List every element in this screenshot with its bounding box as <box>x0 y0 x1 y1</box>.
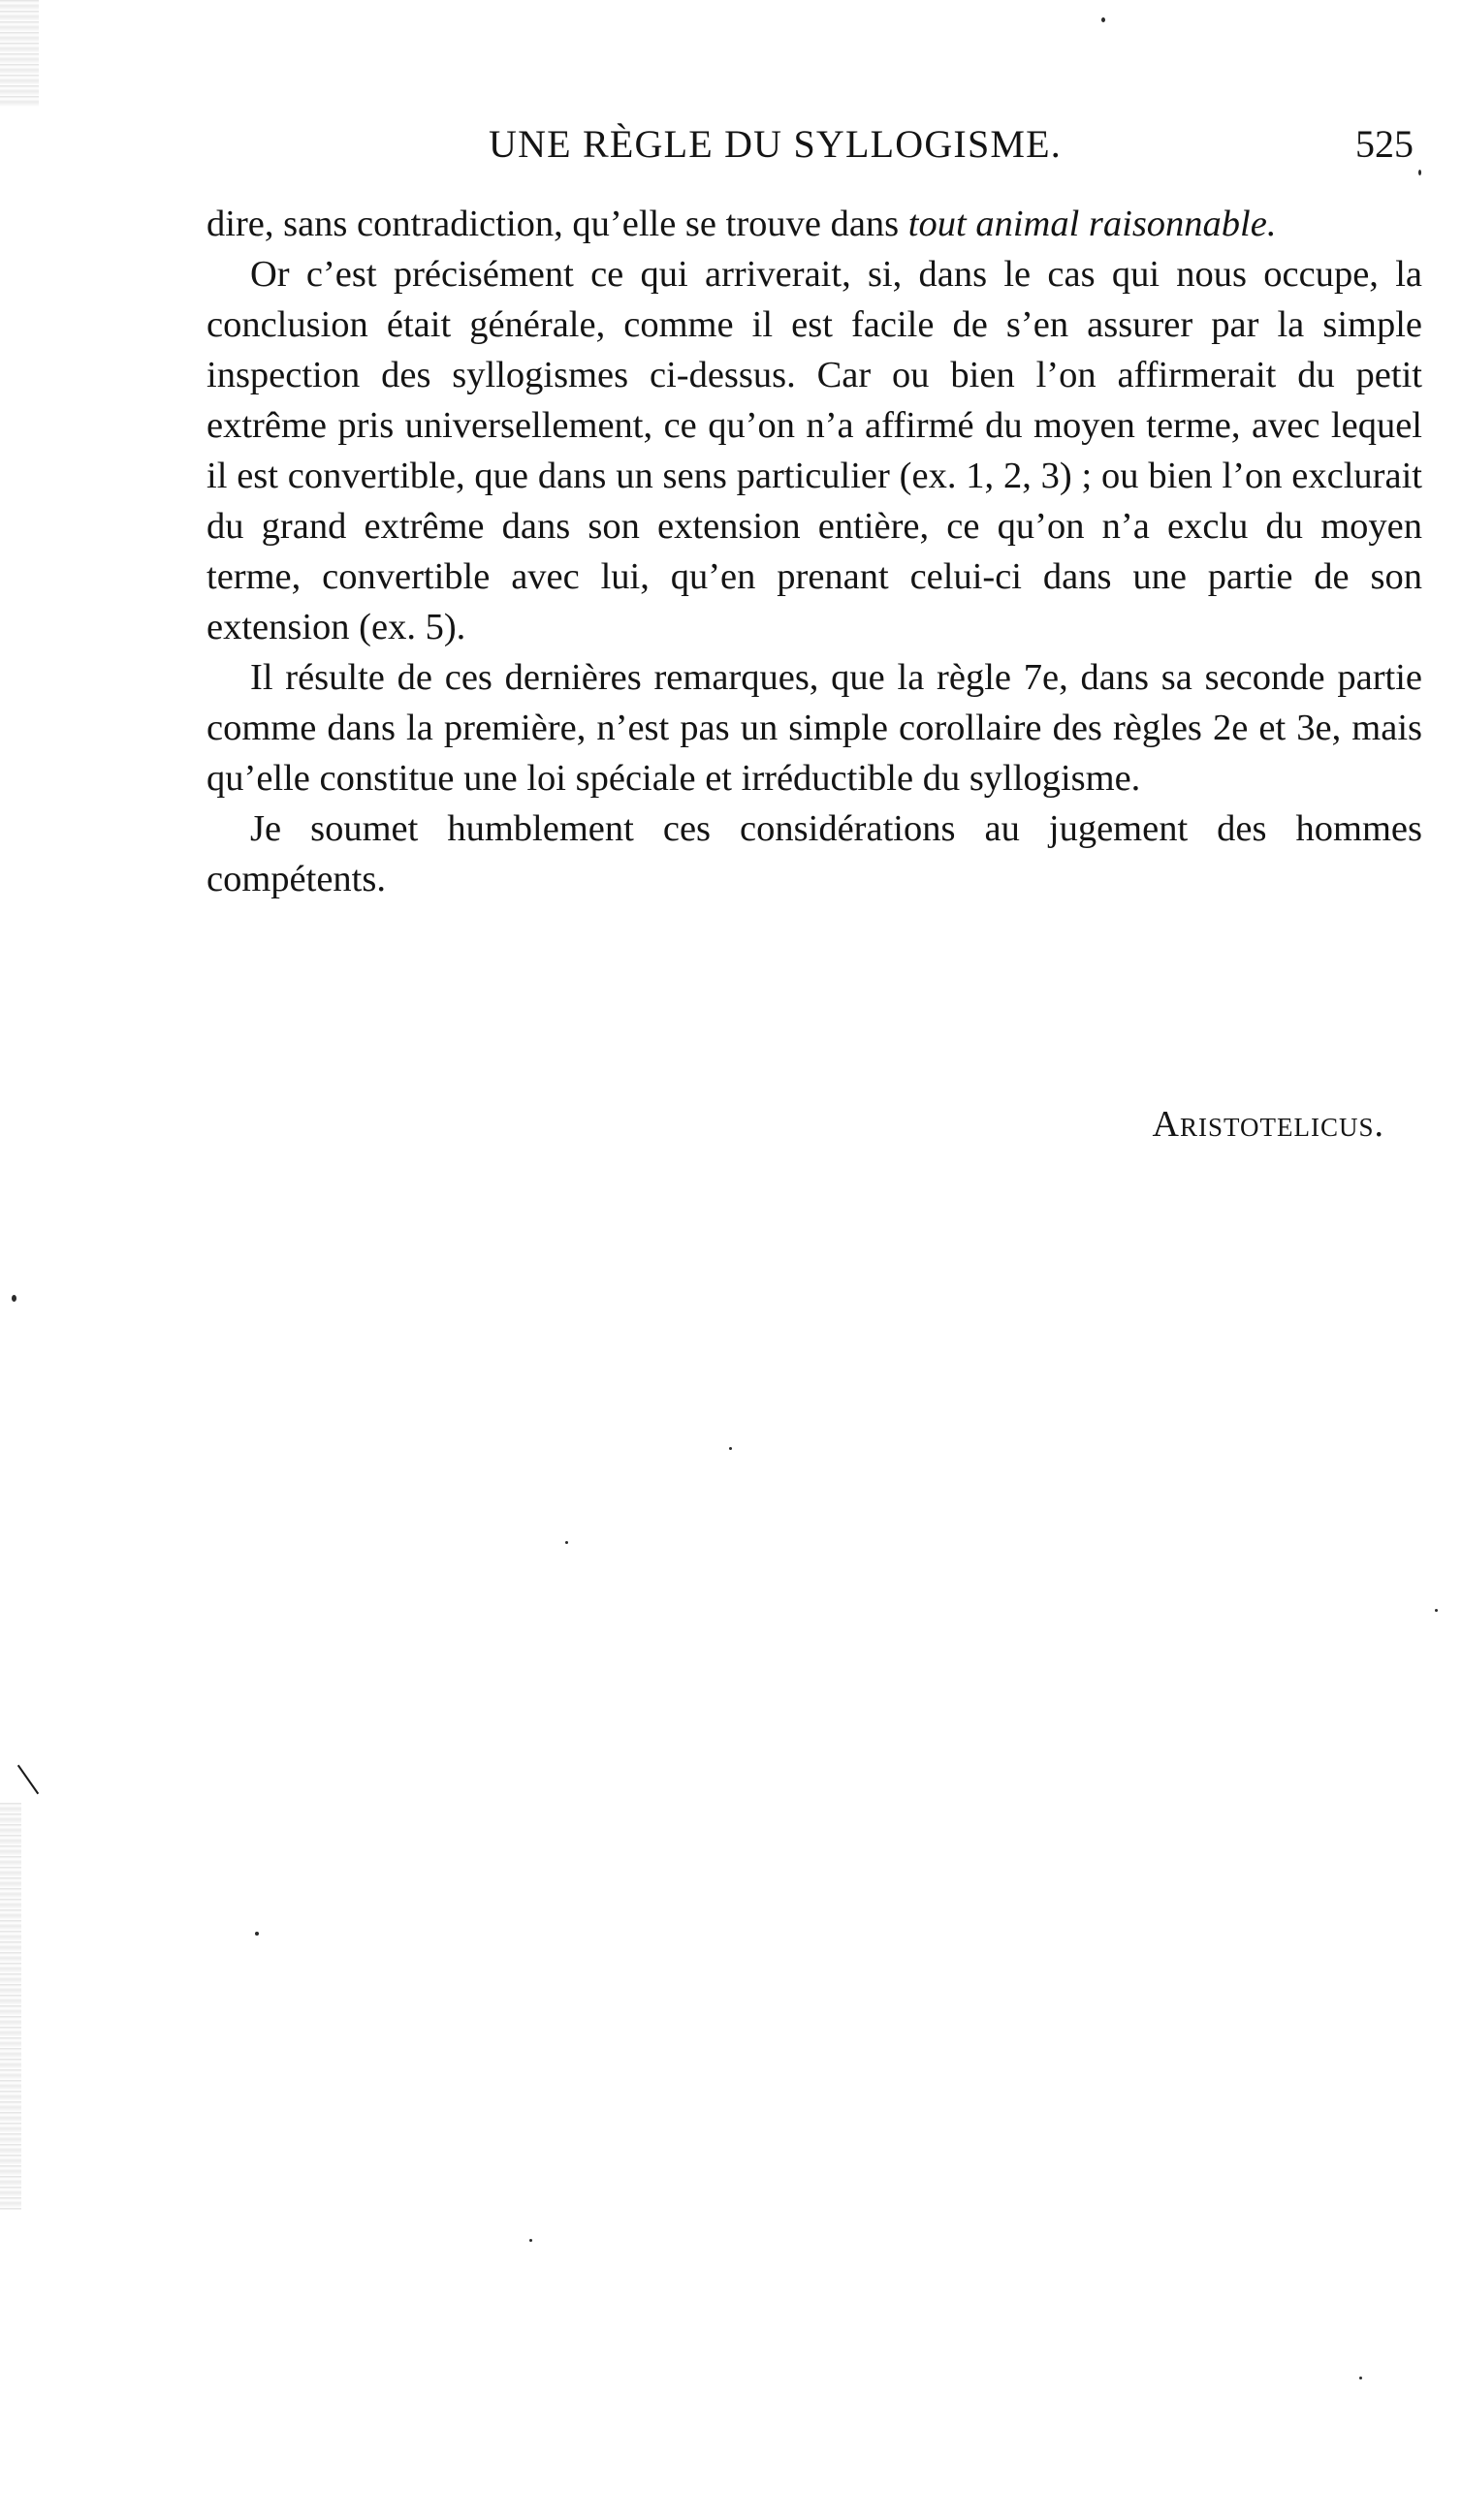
stray-speck <box>1101 17 1105 22</box>
stray-speck <box>729 1447 732 1450</box>
scan-edge-artifact <box>0 0 39 107</box>
stray-speck <box>565 1541 568 1544</box>
stray-speck <box>1435 1609 1438 1612</box>
stray-speck <box>529 2239 532 2242</box>
stray-speck <box>12 1295 16 1302</box>
paragraph-1: Or c’est précisément ce qui arriverait, si, dans le cas qui nous occupe, la conclusion était générale, comme il est facile de s’en assurer par la simple inspection des syllogismes ci-dessus. Car ou bien l’on affirmerait du petit extrême pris universellement, ce qu’on n’a affirmé du moyen terme, avec lequel il est convertible, que dans un sens particulier (ex. 1, 2, 3) ; ou bien l’on exclurait du grand extrême dans son extension entière, ce qu’on n’a exclu du moyen terme, convertible avec lui, qu’en prenant celui-ci dans une partie de son extension (ex. 5). <box>207 254 1422 647</box>
stray-speck <box>1418 170 1421 175</box>
continuation-text: dire, sans contradiction, qu’elle se trouve dans <box>207 204 908 244</box>
page-number: 525 <box>1355 122 1414 166</box>
body-text <box>207 199 1422 904</box>
continuation-paragraph <box>207 199 1422 249</box>
scan-edge-artifact <box>0 1803 21 2210</box>
stray-speck <box>255 1932 259 1936</box>
author-signature: Aristotelicus. <box>1152 1104 1384 1145</box>
italic-phrase: tout animal raisonnable. <box>907 204 1277 244</box>
stray-speck <box>1359 2377 1362 2379</box>
running-title: UNE RÈGLE DU SYLLOGISME. <box>489 122 1062 166</box>
paragraph-2: Il résulte de ces dernières remarques, que la règle 7e, dans sa seconde partie comme dans la première, n’est pas un simple corollaire des règles 2e et 3e, mais qu’elle constitue une loi spéciale et irréductible du syllogisme. <box>207 657 1422 799</box>
stray-mark <box>17 1765 39 1795</box>
paragraph-3: Je soumet humblement ces considérations au jugement des hommes compétents. <box>207 808 1422 899</box>
running-head <box>206 121 1421 170</box>
